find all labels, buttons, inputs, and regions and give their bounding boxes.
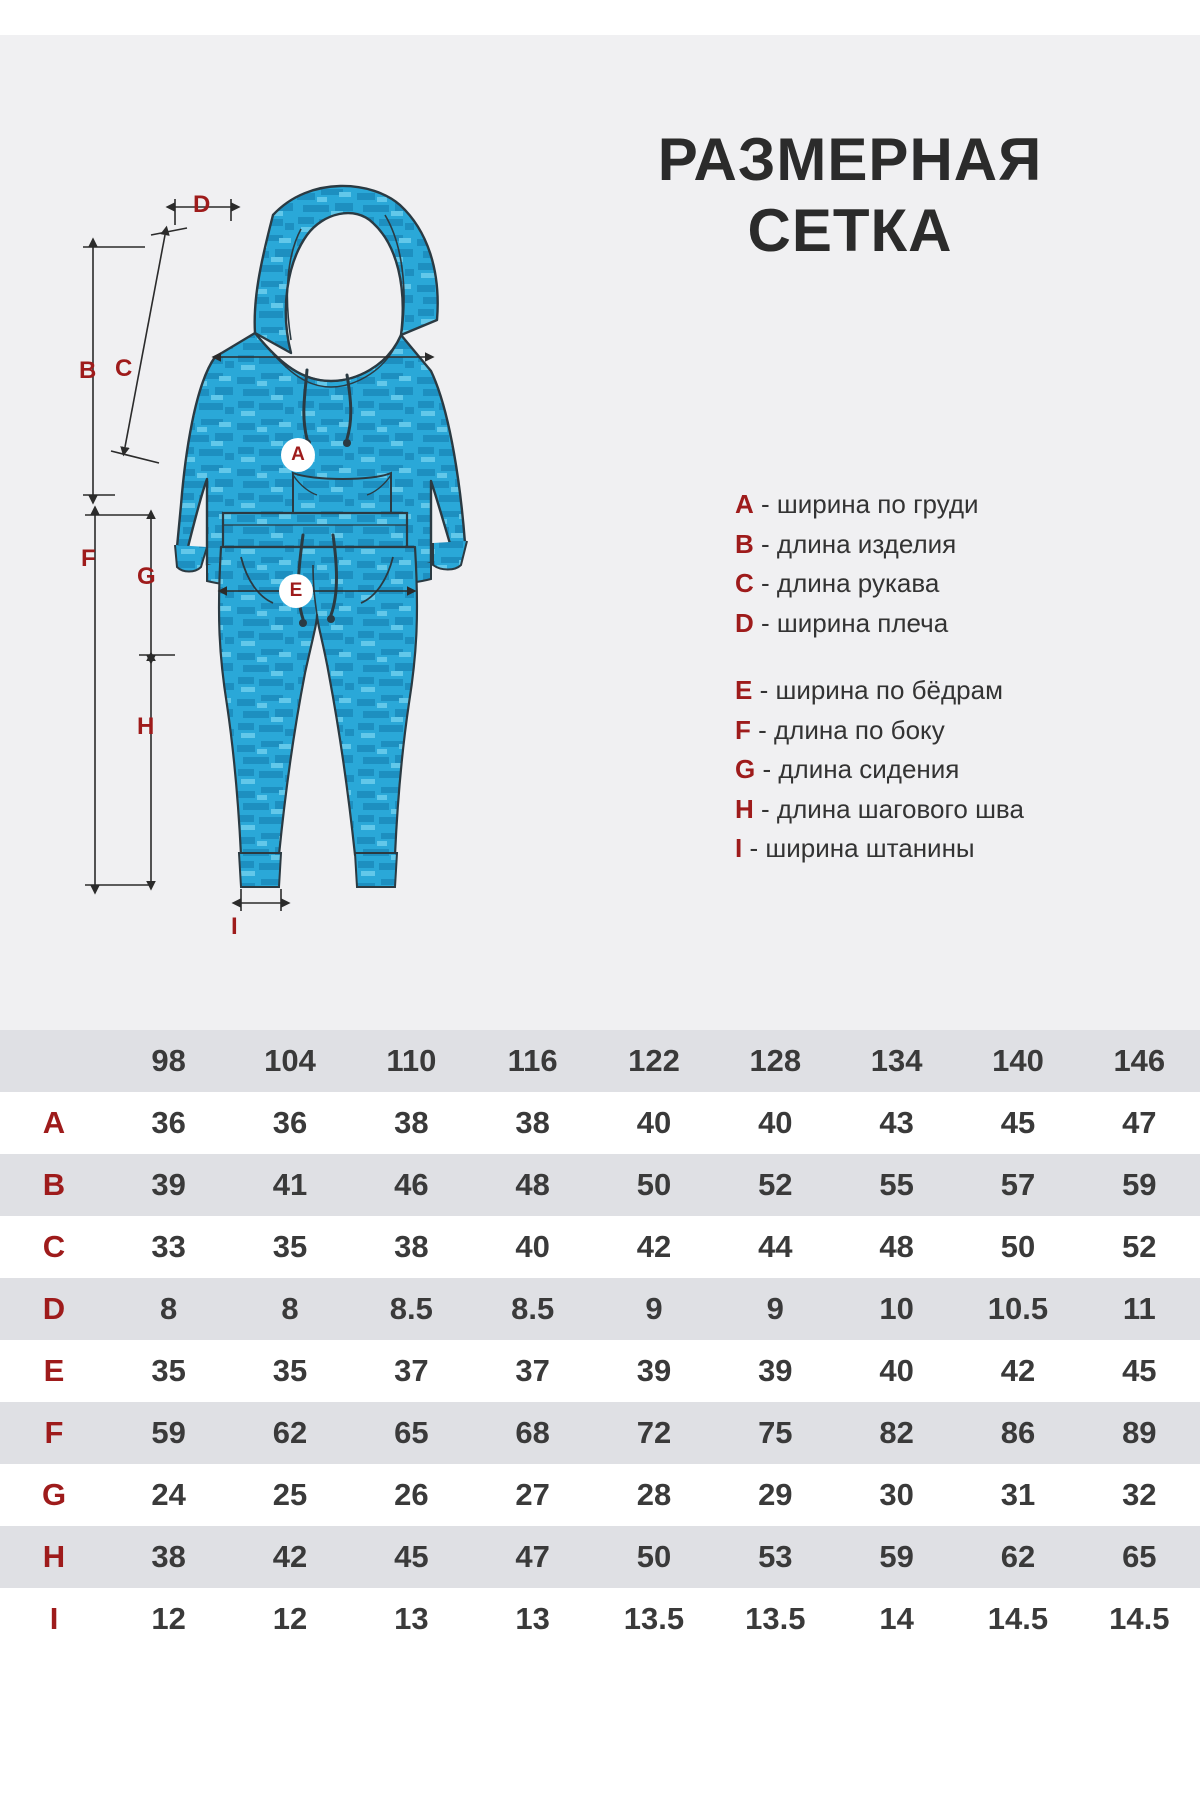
cell-f-104: 62 [229,1402,350,1464]
table-col-134: 134 [836,1030,957,1092]
dim-label-c: C [115,355,133,382]
garment-svg [55,95,525,995]
cell-f-98: 59 [108,1402,229,1464]
table-col-110: 110 [351,1030,472,1092]
pants-drawing [219,513,417,887]
cell-c-98: 33 [108,1216,229,1278]
legend-item-a [735,485,1175,525]
dim-label-f: F [81,545,96,572]
cell-e-116: 37 [472,1340,593,1402]
row-label-g: G [0,1464,108,1526]
cell-g-140: 31 [957,1464,1078,1526]
cell-i-98: 12 [108,1588,229,1650]
legend-text-a: - ширина по груди [761,489,979,519]
cell-i-122: 13.5 [593,1588,714,1650]
cell-f-116: 68 [472,1402,593,1464]
cell-a-104: 36 [229,1092,350,1154]
cell-a-110: 38 [351,1092,472,1154]
table-col-122: 122 [593,1030,714,1092]
cell-e-146: 45 [1079,1340,1200,1402]
legend-text-c: - длина рукава [761,568,940,599]
cell-c-128: 44 [715,1216,836,1278]
table-header-row [0,1030,1200,1092]
legend-text-d: - ширина плеча [761,607,949,638]
cell-b-98: 39 [108,1154,229,1216]
table-row [0,1154,1200,1216]
legend-item-e [735,671,1175,711]
cell-i-104: 12 [229,1588,350,1650]
cell-e-140: 42 [957,1340,1078,1402]
cell-e-110: 37 [351,1340,472,1402]
cell-a-116: 38 [472,1092,593,1154]
cell-d-140: 10.5 [957,1278,1078,1340]
dim-label-b: B [79,357,97,384]
cell-h-140: 62 [957,1526,1078,1588]
cell-g-134: 30 [836,1464,957,1526]
badge-a: A [281,438,315,472]
cell-b-116: 48 [472,1154,593,1216]
cell-h-110: 45 [351,1526,472,1588]
legend-text-e: - ширина по бёдрам [759,675,1003,706]
legend-letter-a: A [735,489,754,519]
cell-c-146: 52 [1079,1216,1200,1278]
legend-letter-b: B [735,528,754,559]
legend-text-h: - длина шагового шва [761,793,1024,824]
cell-i-134: 14 [836,1588,957,1650]
cell-f-146: 89 [1079,1402,1200,1464]
badge-e: E [279,574,313,608]
table-row [0,1402,1200,1464]
page-title-line1: РАЗМЕРНАЯ [657,126,1043,193]
cell-e-128: 39 [715,1340,836,1402]
cell-c-110: 38 [351,1216,472,1278]
cell-b-134: 55 [836,1154,957,1216]
cell-b-104: 41 [229,1154,350,1216]
cell-c-140: 50 [957,1216,1078,1278]
table-row [0,1340,1200,1402]
cell-i-146: 14.5 [1079,1588,1200,1650]
cell-c-134: 48 [836,1216,957,1278]
cell-g-116: 27 [472,1464,593,1526]
page-title-line2: СЕТКА [747,196,953,264]
cell-g-104: 25 [229,1464,350,1526]
cell-h-146: 65 [1079,1526,1200,1588]
cell-f-140: 86 [957,1402,1078,1464]
cell-e-122: 39 [593,1340,714,1402]
cell-g-98: 24 [108,1464,229,1526]
cell-g-122: 28 [593,1464,714,1526]
cell-a-128: 40 [715,1092,836,1154]
garment-illustration [55,95,525,995]
row-label-i: I [0,1588,108,1650]
table-col-128: 128 [715,1030,836,1092]
dim-label-h: H [137,713,155,740]
cell-a-140: 45 [957,1092,1078,1154]
row-label-f: F [0,1402,108,1464]
legend-item-b [735,525,1175,565]
cell-b-128: 52 [715,1154,836,1216]
legend-letter-e: E [735,675,753,706]
table-col-140: 140 [957,1030,1078,1092]
cell-d-128: 9 [715,1278,836,1340]
table-row [0,1588,1200,1650]
cell-e-104: 35 [229,1340,350,1402]
legend [735,485,1175,869]
cell-c-116: 40 [472,1216,593,1278]
cell-a-98: 36 [108,1092,229,1154]
legend-text-b: - длина изделия [761,528,957,559]
legend-item-i [735,829,1175,869]
row-label-e: E [0,1340,108,1402]
table-col-116: 116 [472,1030,593,1092]
cell-d-104: 8 [229,1278,350,1340]
legend-letter-f: F [735,714,751,745]
legend-letter-d: D [735,607,754,638]
cell-f-122: 72 [593,1402,714,1464]
legend-item-h [735,790,1175,830]
cell-i-140: 14.5 [957,1588,1078,1650]
legend-letter-i: I [735,833,743,864]
legend-text-f: - длина по боку [758,714,945,745]
legend-item-d [735,604,1175,644]
cell-i-110: 13 [351,1588,472,1650]
page-title [530,125,1170,267]
table-col-146: 146 [1079,1030,1200,1092]
cell-a-134: 43 [836,1092,957,1154]
legend-text-i: - ширина штанины [749,833,975,864]
cell-h-134: 59 [836,1526,957,1588]
cell-d-110: 8.5 [351,1278,472,1340]
cell-b-122: 50 [593,1154,714,1216]
legend-item-f [735,711,1175,751]
legend-separator [735,643,1175,671]
cell-d-134: 10 [836,1278,957,1340]
size-table [0,1030,1200,1650]
row-label-c: C [0,1216,108,1278]
legend-letter-h: H [735,793,754,824]
legend-letter-g: G [735,754,756,785]
cell-h-104: 42 [229,1526,350,1588]
cell-i-116: 13 [472,1588,593,1650]
cell-b-140: 57 [957,1154,1078,1216]
dim-label-g: G [137,563,156,590]
cell-h-98: 38 [108,1526,229,1588]
cell-a-122: 40 [593,1092,714,1154]
legend-letter-c: C [735,568,754,599]
cell-h-116: 47 [472,1526,593,1588]
cell-h-128: 53 [715,1526,836,1588]
row-label-d: D [0,1278,108,1340]
row-label-a: A [0,1092,108,1154]
cell-b-110: 46 [351,1154,472,1216]
legend-text-g: - длина сидения [762,754,960,785]
cell-e-98: 35 [108,1340,229,1402]
row-label-b: B [0,1154,108,1216]
cell-c-122: 42 [593,1216,714,1278]
cell-c-104: 35 [229,1216,350,1278]
legend-item-g [735,750,1175,790]
table-corner-cell [0,1030,108,1092]
cell-g-110: 26 [351,1464,472,1526]
cell-a-146: 47 [1079,1092,1200,1154]
size-table-wrapper [0,1030,1200,1650]
cell-g-128: 29 [715,1464,836,1526]
cell-d-122: 9 [593,1278,714,1340]
table-row [0,1464,1200,1526]
cell-e-134: 40 [836,1340,957,1402]
dim-label-d: D [193,191,211,218]
table-col-98: 98 [108,1030,229,1092]
cell-h-122: 50 [593,1526,714,1588]
dim-label-i: I [231,913,238,940]
legend-item-c [735,564,1175,604]
cell-g-146: 32 [1079,1464,1200,1526]
table-row [0,1092,1200,1154]
cell-f-128: 75 [715,1402,836,1464]
cell-d-116: 8.5 [472,1278,593,1340]
table-row [0,1526,1200,1588]
cell-i-128: 13.5 [715,1588,836,1650]
cell-b-146: 59 [1079,1154,1200,1216]
table-row [0,1278,1200,1340]
cell-d-146: 11 [1079,1278,1200,1340]
table-col-104: 104 [229,1030,350,1092]
cell-f-110: 65 [351,1402,472,1464]
table-row [0,1216,1200,1278]
row-label-h: H [0,1526,108,1588]
cell-f-134: 82 [836,1402,957,1464]
cell-d-98: 8 [108,1278,229,1340]
